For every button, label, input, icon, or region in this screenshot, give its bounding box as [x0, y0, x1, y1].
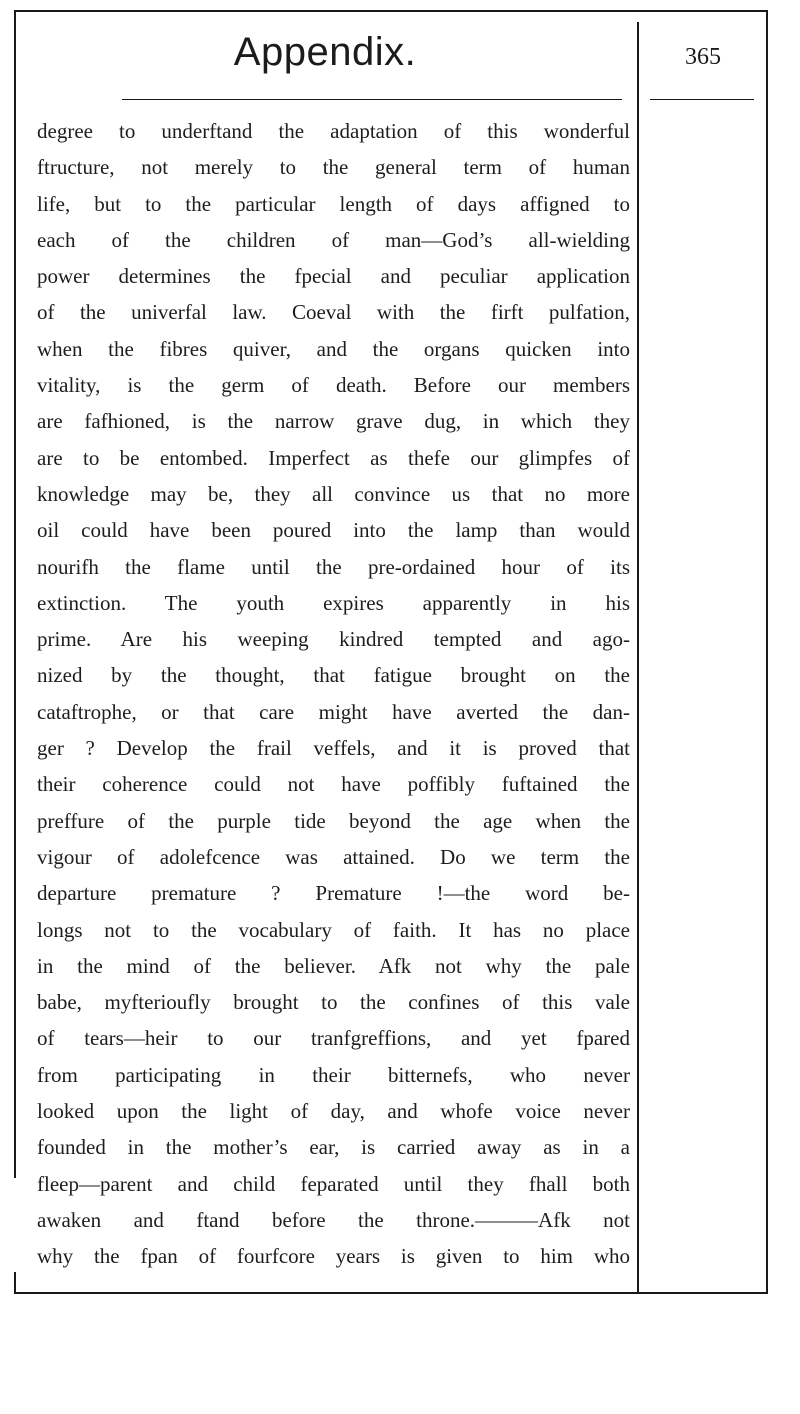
header-underline [122, 99, 622, 100]
text-line: of tears—heir to our tranfgreffions, and yet fpared [37, 1026, 630, 1051]
text-line: why the fpan of fourfcore years is given to him who [37, 1244, 630, 1269]
text-line: knowledge may be, they all convince us that no more [37, 481, 630, 506]
text-line: nized by the thought, that fatigue brought on the [37, 663, 630, 688]
text-line: in the mind of the believer. Afk not why the pale [37, 953, 630, 978]
text-line: nourifh the flame until the pre-ordained hour of its [37, 554, 630, 579]
right-border-rule [766, 10, 768, 1292]
text-line: prime. Are his weeping kindred tempted and ago- [37, 627, 630, 652]
page-number: 365 [685, 44, 721, 70]
body-text [37, 113, 630, 1275]
text-line: vigour of adolefcence was attained. Do we term the [37, 844, 630, 869]
top-border-rule [14, 10, 766, 12]
text-line: departure premature ? Premature !—the word be- [37, 881, 630, 906]
text-line: looked upon the light of day, and whofe voice never [37, 1099, 630, 1124]
text-line: extinction. The youth expires apparently in his [37, 590, 630, 615]
text-line: from participating in their bitternefs, who never [37, 1062, 630, 1087]
text-line: are to be entombed. Imperfect as thefe our glimpfes of [37, 445, 630, 470]
text-line: degree to underftand the adaptation of this wonderful [37, 119, 630, 143]
text-line: power determines the fpecial and peculiar application [37, 264, 630, 289]
left-border-rule [14, 10, 16, 1178]
text-line: ger ? Develop the frail veffels, and it is proved that [37, 736, 630, 761]
column-divider-rule [637, 22, 639, 1294]
text-line: oil could have been poured into the lamp than would [37, 518, 630, 543]
text-line: life, but to the particular length of days affigned to [37, 191, 630, 216]
text-line: each of the children of man—God’s all-wielding [37, 227, 630, 252]
text-line: when the fibres quiver, and the organs quicken into [37, 336, 630, 361]
text-line: fleep—parent and child feparated until they fhall both [37, 1171, 630, 1196]
text-line: of the univerfal law. Coeval with the firft pulfation, [37, 300, 630, 325]
text-line: cataftrophe, or that care might have averted the dan- [37, 699, 630, 724]
text-line: ftructure, not merely to the general term of human [37, 155, 630, 180]
text-line: vitality, is the germ of death. Before our members [37, 373, 630, 398]
text-line: preffure of the purple tide beyond the age when the [37, 808, 630, 833]
bottom-left-corner-rule [14, 1272, 16, 1294]
text-line: their coherence could not have poffibly fuftained the [37, 772, 630, 797]
text-line: babe, myfterioufly brought to the confines of this vale [37, 990, 630, 1015]
text-line: longs not to the vocabulary of faith. It has no place [37, 917, 630, 942]
text-line: founded in the mother’s ear, is carried away as in a [37, 1135, 630, 1160]
text-line: are fafhioned, is the narrow grave dug, in which they [37, 409, 630, 434]
page-number-underline [650, 99, 754, 100]
text-line: awaken and ftand before the throne.———Afk not [37, 1207, 630, 1232]
bottom-border-rule [14, 1292, 768, 1294]
running-head: Appendix. [233, 30, 417, 74]
